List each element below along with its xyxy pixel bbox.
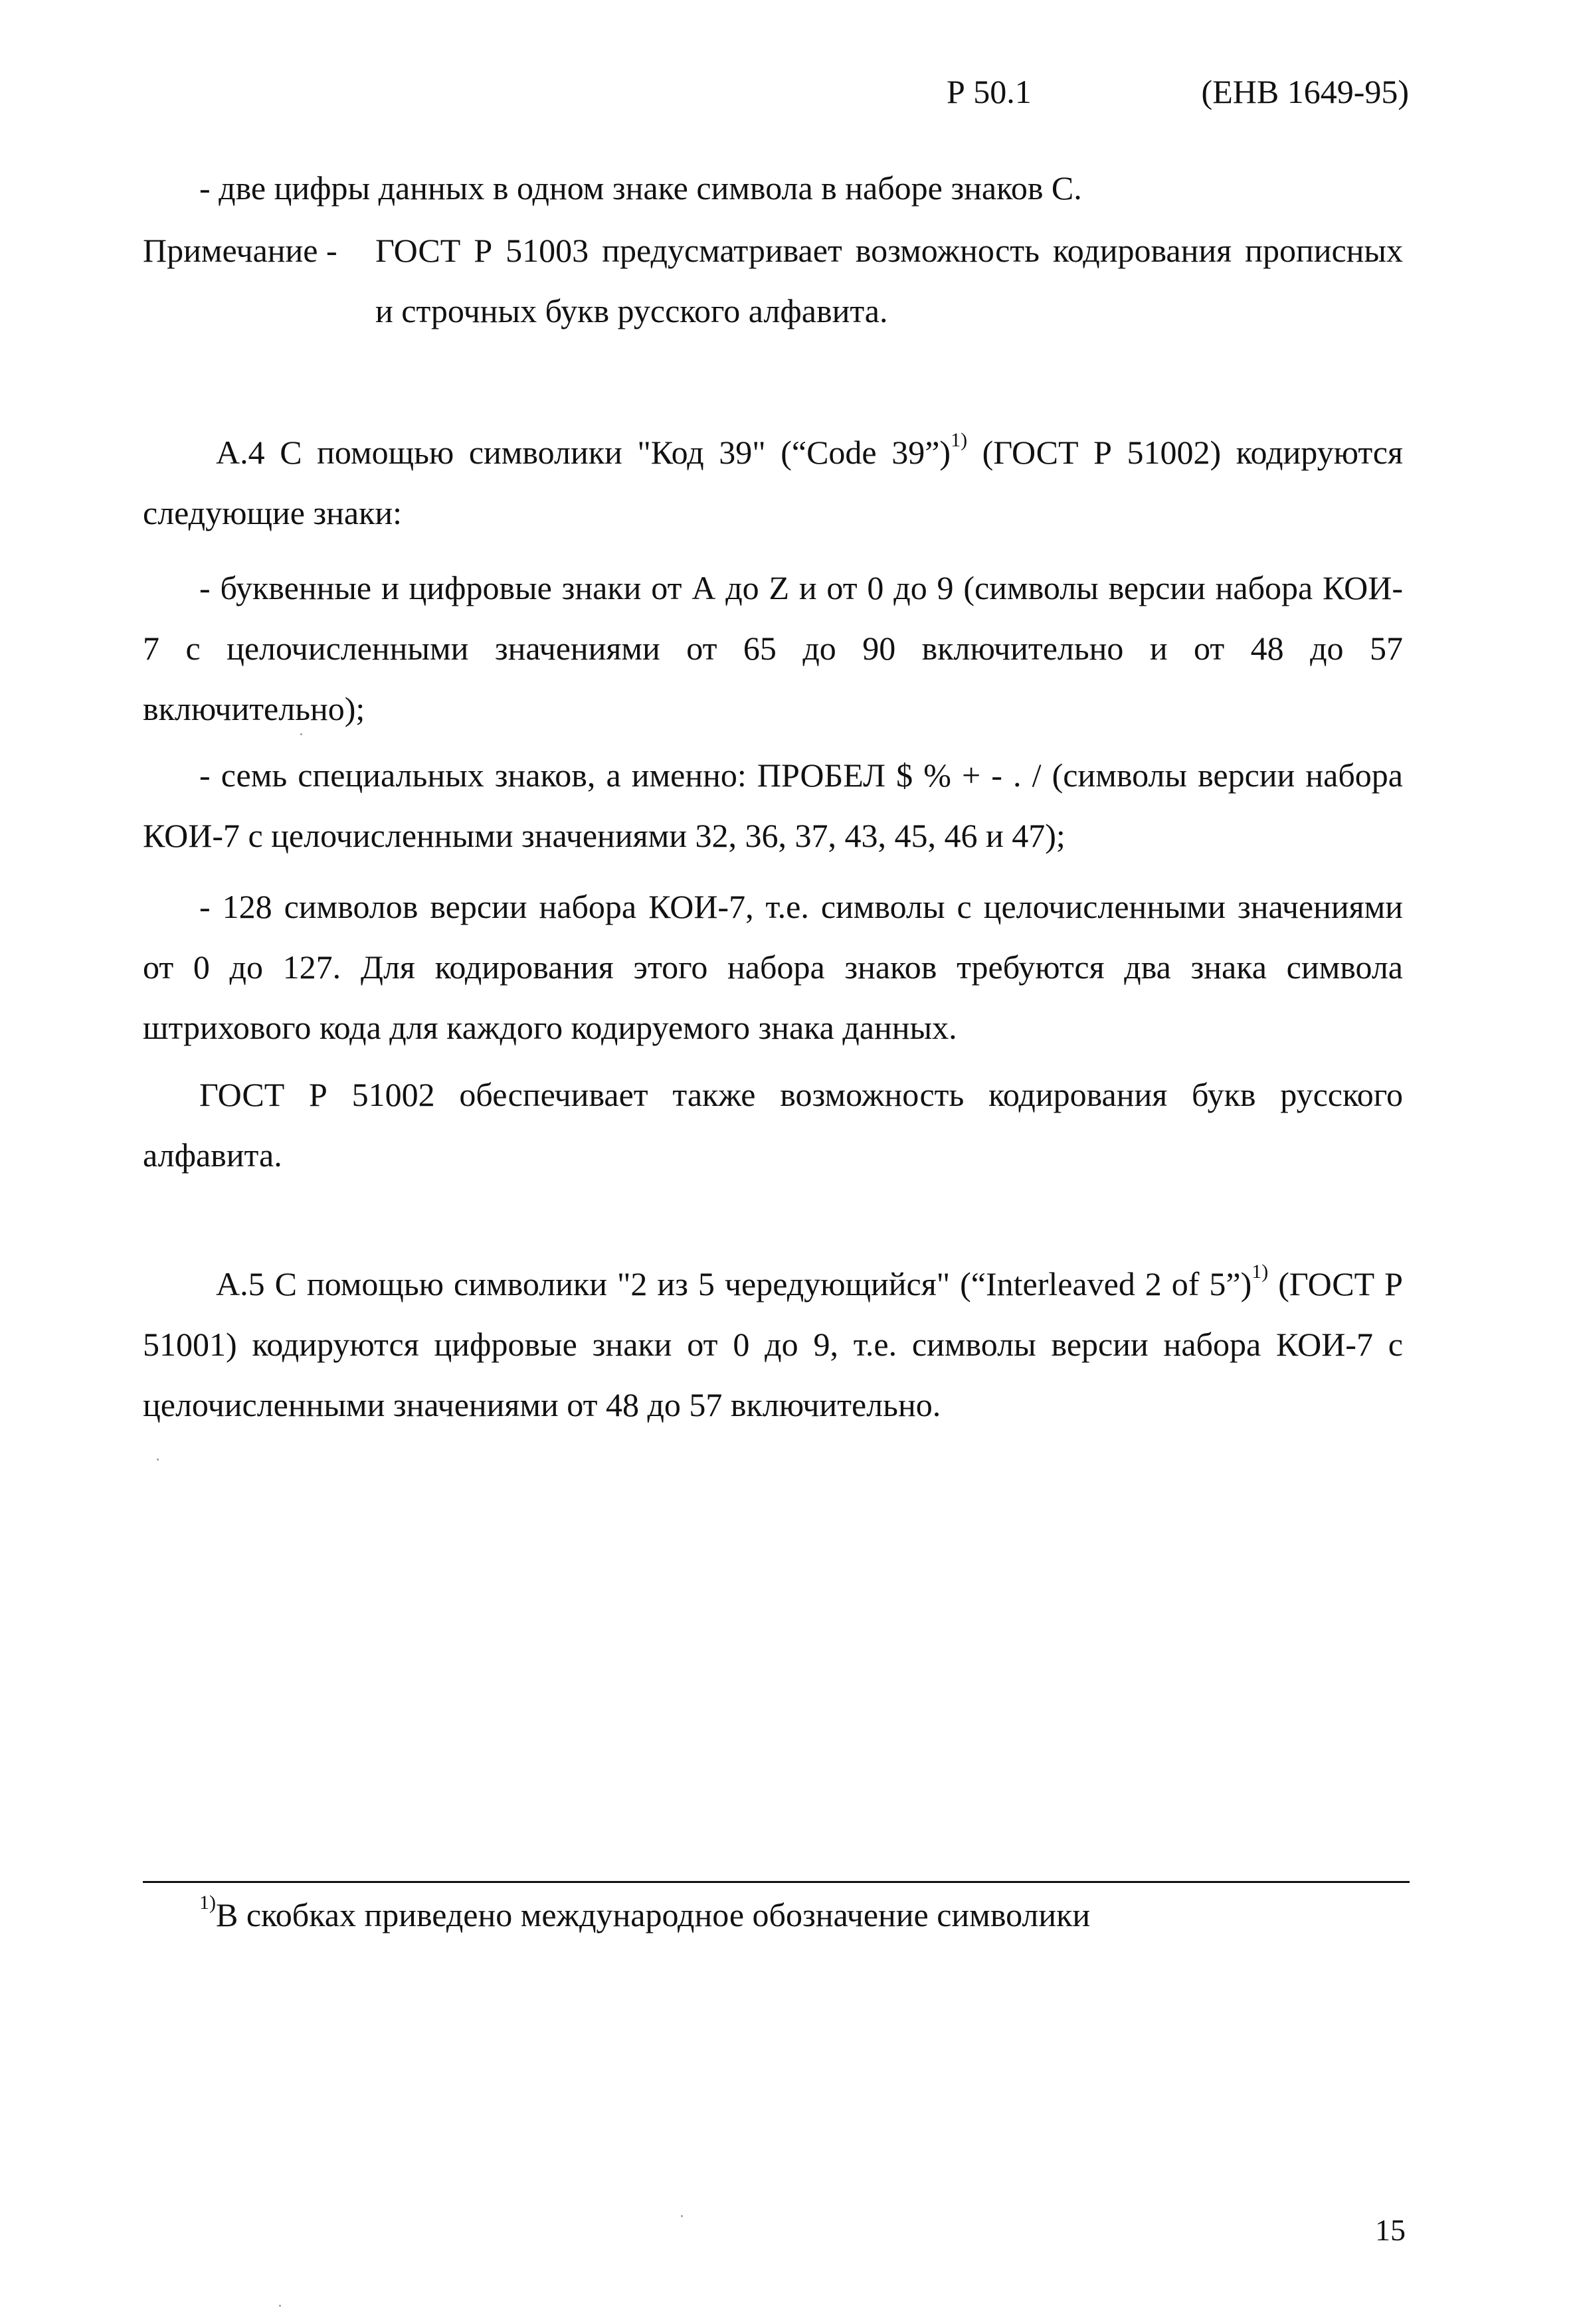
note-label: Примечание - xyxy=(143,232,337,269)
note-line-2: и строчных букв русского алфавита. xyxy=(375,292,888,329)
a4-lead-part-1: А.4 С помощью символики "Код 39" (“Code 39”) xyxy=(216,434,951,471)
a5-part-2: (ГОСТ Р xyxy=(1268,1265,1403,1302)
note-body xyxy=(375,221,1403,341)
a4-lead-line-2: следующие знаки: xyxy=(143,494,403,531)
a4-russian-line-1: ГОСТ Р 51002 обеспечивает также возможность кодирования букв русского xyxy=(199,1076,1403,1113)
scan-speck xyxy=(300,733,302,735)
scan-speck xyxy=(157,1459,159,1461)
a4-item2-line-2: КОИ-7 с целочисленными значениями 32, 36, 37, 43, 45, 46 и 47); xyxy=(143,817,1065,854)
page-number: 15 xyxy=(1375,2213,1406,2247)
a4-item1-line-2: 7 с целочисленными значениями от 65 до 90 включительно и от 48 до 57 xyxy=(143,630,1403,667)
a4-item1-line-1: - буквенные и цифровые знаки от А до Z и от 0 до 9 (символы версии набора КОИ- xyxy=(199,569,1403,606)
note-line-1: ГОСТ Р 51003 предусматривает возможность кодирования прописных xyxy=(375,232,1403,269)
footnote-separator xyxy=(143,1881,1410,1883)
a4-item-special-chars xyxy=(143,745,1403,866)
a4-item-letters-digits xyxy=(143,558,1403,739)
a4-item1-line-3: включительно); xyxy=(143,690,365,727)
a4-item-128-symbols xyxy=(143,877,1403,1058)
a5-line-1 xyxy=(143,1254,1403,1314)
section-a4-lead xyxy=(143,422,1403,543)
a5-line-2: 51001) кодируются цифровые знаки от 0 до 9, т.е. символы версии набора КОИ-7 с xyxy=(143,1326,1403,1363)
a4-item3-line-3: штрихового кода для каждого кодируемого знака данных. xyxy=(143,1009,957,1046)
footnote-marker: 1) xyxy=(199,1892,216,1914)
top-list-item xyxy=(143,158,1403,219)
a4-lead-part-2: (ГОСТ Р 51002) кодируются xyxy=(967,434,1403,471)
scan-speck xyxy=(279,2305,281,2307)
section-a5 xyxy=(143,1254,1403,1435)
a5-footnote-marker: 1) xyxy=(1251,1261,1269,1283)
top-item-text: - две цифры данных в одном знаке символа в наборе знаков С. xyxy=(199,169,1082,207)
footnote xyxy=(199,1892,1090,1938)
standard-number: Р 50.1 xyxy=(947,73,1032,110)
a4-russian-note xyxy=(143,1065,1403,1186)
a5-line-3: целочисленными значениями от 48 до 57 включительно. xyxy=(143,1386,941,1423)
scan-speck xyxy=(681,2215,683,2217)
a5-part-1: А.5 С помощью символики "2 из 5 чередующийся" (“Interleaved 2 of 5”) xyxy=(216,1265,1252,1302)
footnote-text: В скобках приведено международное обозначение символики xyxy=(216,1896,1091,1933)
related-standard: (ЕНВ 1649-95) xyxy=(1201,73,1409,110)
a4-russian-line-2: алфавита. xyxy=(143,1136,282,1174)
a4-item3-line-2: от 0 до 127. Для кодирования этого набора знаков требуются два знака символа xyxy=(143,948,1403,986)
a4-item2-line-1: - семь специальных знаков, а именно: ПРОБЕЛ $ % + - . / (символы версии набора xyxy=(199,757,1403,794)
a4-item3-line-1: - 128 символов версии набора КОИ-7, т.е. символы с целочисленными значениями xyxy=(199,888,1403,925)
a4-footnote-marker: 1) xyxy=(951,429,968,451)
a4-lead-line-1 xyxy=(143,422,1403,483)
